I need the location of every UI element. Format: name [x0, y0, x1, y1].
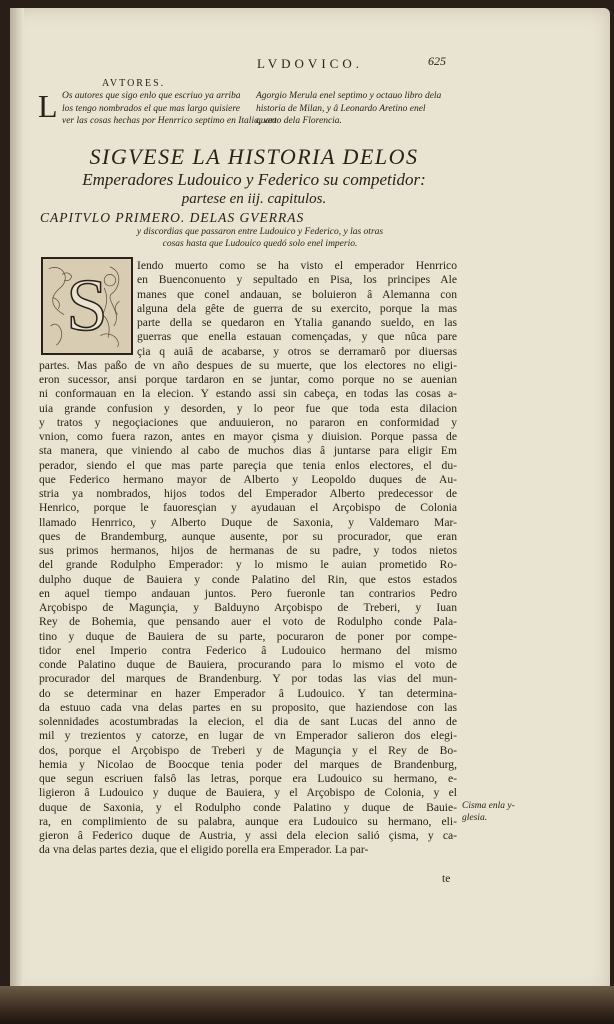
- body-line: conde Palatino duque de Bauiera, procurando para lo mismo el voto de: [39, 658, 457, 671]
- body-line: duque de Saxonia, y el Rodulpho conde Palatino y duque de Bauie-: [39, 800, 457, 814]
- body-line: Henrico, porque le fauoresçian y ayudauan el Arçobispo de Colonia: [39, 501, 457, 515]
- body-line: mil y trezientos y catorze, en lugar de vn Emperador salieron dos elegi-: [39, 729, 457, 743]
- margin-note-line: glesia.: [462, 813, 488, 823]
- body-line: y tratos y negoçiaciones que anduuieron, no pararon en conformidad y: [39, 415, 457, 429]
- body-line: ni conformauan en la elecion. Y estando assi sin cabeça, en todas las cosas a-: [39, 387, 457, 401]
- body-line: gieron â Federico duque de Austria, y assi dela elecion salió çisma, y ca-: [39, 829, 457, 842]
- body-line: que Federico hermano mayor de Alberto y Leopoldo duques de Au-: [39, 472, 457, 486]
- body-line: ligieron â Ludouico y duque de Bauiera, y el Arçobispo de Colonia, y el: [39, 786, 457, 800]
- body-line: uia grande confusion y desorden, y lo peor fue que toda esta dilacion: [39, 401, 457, 415]
- body-line: que segun escriuen falsô las letras, porque era Ludouico su hermano, e-: [39, 772, 457, 785]
- section-subtitle: Emperadores Ludouico y Federico su competidor:: [82, 170, 426, 189]
- body-line: dos, porque el Arçobispo de Treberi y de Magunçia y el Rey de Bo-: [39, 743, 457, 757]
- body-line: sta manera, que viniendo al cabo de muchos dias â juntarse para eligir Em: [39, 444, 457, 458]
- body-line: llamado Henrrico, y Alberto Duque de Saxonia, y Valdemaro Mar-: [39, 515, 457, 529]
- chapter-summary-line: cosas hasta que Ludouico quedó solo enel imperio.: [162, 239, 358, 249]
- body-line: da vna delas partes dezia, que el eligido porella era Emperador. La par-: [39, 843, 369, 857]
- body-line: alguna dela gête de guerra de su exercito, porque la mas: [137, 301, 457, 315]
- autores-title: AVTORES.: [102, 78, 166, 89]
- body-line: Arçobispo de Magunçia, y Balduyno Arçobispo de Treberi, y Iuan: [39, 601, 457, 614]
- decorated-initial: [41, 257, 133, 355]
- drop-cap-letter: S: [66, 264, 108, 347]
- body-line: hemia y Nicolao de Boocque tenia poder del marques de Brandenburg,: [39, 757, 457, 771]
- margin-note-line: Cisma enla y-: [462, 801, 515, 811]
- autores-initial: L: [38, 88, 58, 124]
- autores-line: Os autores que sigo enlo que escriuo ya arriba: [62, 91, 241, 101]
- book-page: [10, 8, 610, 994]
- chapter-heading: CAPITVLO PRIMERO. DELAS GVERRAS: [40, 210, 305, 225]
- autores-line: ver las cosas hechas por Henrrico septimo en Italia, vea: [62, 116, 277, 126]
- body-line: dulpho duque de Bauiera y conde Palatino del Rin, que estos estados: [39, 572, 457, 586]
- book-bottom-edge: [0, 986, 614, 1024]
- autores-column-left: [62, 90, 277, 128]
- body-line: partes. Mas paßo de vn año despues de su muerte, que los electores no eligi-: [39, 358, 457, 372]
- body-line: do se determinar en hazer Emperador â Ludouico. Y tan determina-: [39, 686, 457, 700]
- autores-line: quarto dela Florencia.: [256, 116, 342, 126]
- catchword: te: [442, 873, 451, 885]
- running-head: LVDOVICO.: [257, 56, 363, 71]
- body-line: sus primos hermanos, hijos de hermanas de su padre, y todos nietos: [39, 544, 457, 557]
- body-line: parte della se quedaron en Ytalia ganando sueldo, en las: [137, 316, 457, 329]
- autores-line: historia de Milan, y â Leonardo Aretino enel: [256, 103, 426, 114]
- body-line: guerras que enella estauan començadas, y que nûca pare: [137, 330, 457, 344]
- body-line: Rey de Bohemia, que pensando auer el voto de Rodulpho conde Pala-: [39, 615, 457, 629]
- decorated-initial-icon: [43, 259, 131, 353]
- chapter-summary-line: y discordias que passaron entre Ludouico y Federico, y las otras: [136, 227, 384, 237]
- page-number: 625: [428, 54, 446, 68]
- margin-note: [462, 800, 538, 824]
- body-line: vnion, como fuera razon, antes en mayor çisma y diuision. Porque passa de: [39, 430, 457, 443]
- body-line: tino y duque de Bauiera de su parte, pocuraron de poner por compe-: [39, 629, 457, 643]
- body-line: procurador del marques de Brandenburg. Y por todas las vias del mun-: [39, 672, 457, 686]
- body-line: ques de Brandemburg, aunque ausente, por su procurador, que eran: [39, 529, 457, 543]
- body-line: çia q auiâ de acabarse, y otros se derramarô por diuersas: [137, 344, 457, 358]
- body-line: solennidades acostumbradas la elecion, el dia de sant Lucas del anno de: [39, 715, 457, 728]
- body-line: perador, siendo el que mas parte pareçia que tenia enlos electores, el du-: [39, 458, 457, 472]
- autores-line: los tengo nombrados el que mas largo quisiere: [62, 103, 240, 114]
- body-line: ra, en complimiento de su palabra, aunque era Ludouico su hermano, eli-: [39, 814, 457, 828]
- body-line: da estuuo cada vna delas partes en su proposito, que haziendose con las: [39, 700, 457, 714]
- section-title: SIGVESE LA HISTORIA DELOS: [89, 144, 419, 169]
- section-subtitle-parts: partese en iij. capitulos.: [181, 191, 327, 207]
- body-line: stria ya nombrados, hijos todos del Emperador Alberto predecessor de: [39, 487, 457, 500]
- autores-column-right: [256, 90, 466, 128]
- body-line: Iendo muerto como se ha visto el emperador Henrrico: [137, 259, 457, 272]
- body-line: tidor enel Imperio contra Federico â Ludouico hermano del mismo: [39, 643, 457, 657]
- body-line: manes que conel andauan, se boluieron â Alemanna con: [137, 287, 457, 301]
- body-line: en Buenconuento y sepultado en Pisa, los principes Ale: [137, 273, 457, 287]
- body-line: en aquel tiempo andauan juntos. Pero fueronle tan contrarios Pedro: [39, 586, 457, 600]
- autores-line: Agorgio Merula enel septimo y octauo libro dela: [256, 91, 442, 101]
- chapter-summary: [70, 226, 450, 250]
- body-line: del grande Rodulpho Emperador: y lo mismo le auian prometido Ro-: [39, 558, 457, 572]
- body-line: eron sucessor, ansi porque tardaron en se juntar, como porque no se auenian: [39, 373, 457, 386]
- page-gutter: [10, 8, 24, 994]
